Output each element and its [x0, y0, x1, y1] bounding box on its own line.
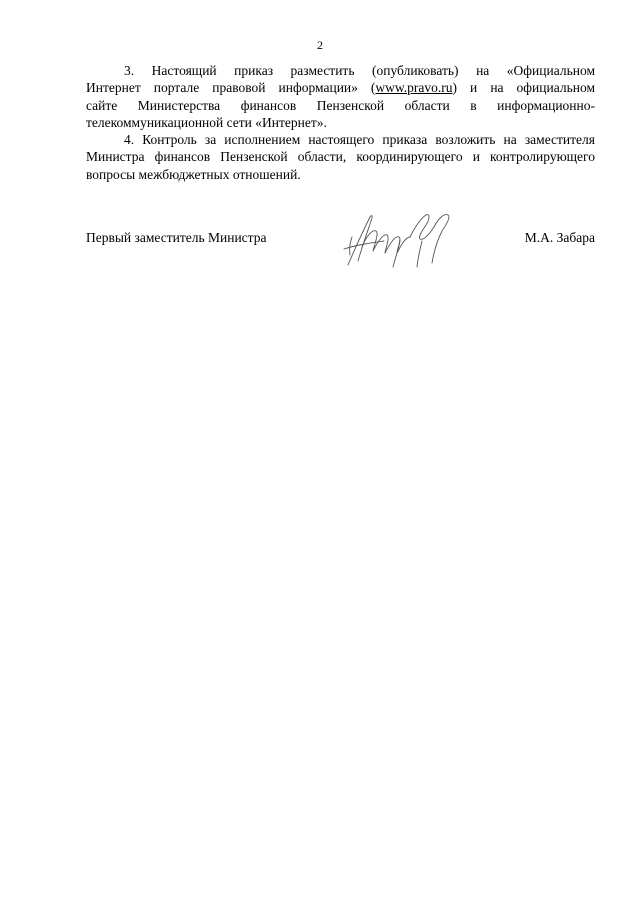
paragraph-4-line-1: 4. Контроль за исполнением настоящего приказа возложить на заместителя	[124, 132, 595, 148]
paragraph-3-line-3: сайте Министерства финансов Пензенской области в информационно-	[86, 97, 595, 113]
paragraph-3-line-2-after: ) и на официальном	[452, 80, 595, 96]
signature-stroke	[393, 241, 400, 267]
paragraph-3-line-4: телекоммуникационной сети «Интернет».	[86, 114, 327, 130]
signature-stroke	[432, 215, 449, 263]
signer-name: М.А. Забара	[524, 230, 595, 245]
signer-title: Первый заместитель Министра	[86, 230, 267, 245]
paragraph-3-line-1: 3. Настоящий приказ разместить (опубликовать) на «Официальном	[124, 63, 595, 78]
paragraph-4-line-3: вопросы межбюджетных отношений.	[86, 166, 301, 182]
paragraph-3-line-2-before: Интернет портале правовой информации» (	[86, 80, 376, 96]
document-body	[86, 62, 595, 183]
signature-stroke	[417, 241, 422, 267]
paragraph-3	[86, 62, 595, 131]
page-number: 2	[317, 38, 323, 52]
paragraph-4	[86, 131, 595, 183]
paragraph-4-line-2: Министра финансов Пензенской области, координирующего и контролирующего	[86, 149, 595, 165]
signature-stroke	[350, 237, 352, 255]
handwritten-signature	[340, 207, 460, 269]
pravo-link[interactable]: www.pravo.ru	[375, 80, 453, 96]
signature-stroke	[348, 216, 372, 265]
signature-stroke	[362, 231, 388, 253]
paragraph-3-line-2	[86, 79, 595, 96]
signature-stroke	[410, 215, 434, 240]
